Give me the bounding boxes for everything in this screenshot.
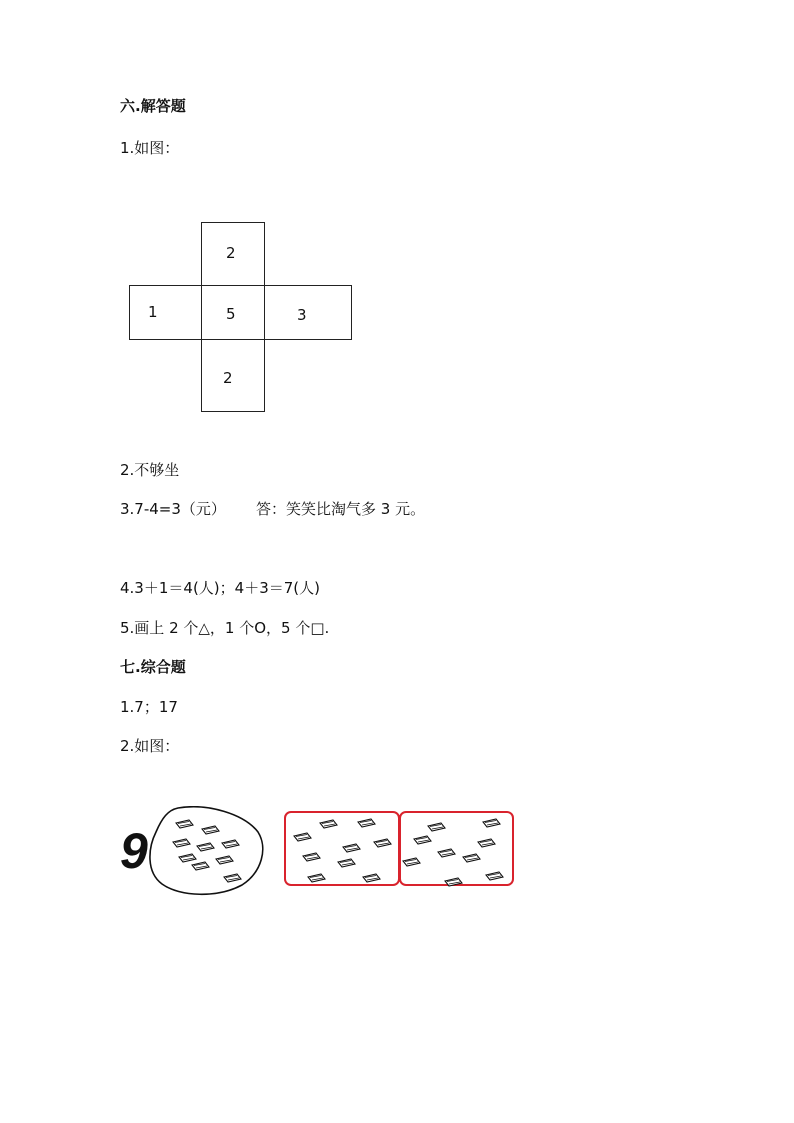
net-number-top: 2: [226, 244, 236, 262]
question-2-answer: 2.不够坐: [120, 461, 180, 479]
net-cell-bottom: [201, 339, 265, 412]
net-cell-right: [264, 285, 352, 340]
net-number-left: 1: [148, 303, 158, 321]
digit-nine: 9: [120, 823, 148, 879]
net-number-right: 3: [297, 306, 307, 324]
question-4-answer: 4.3＋1＝4(人)；4＋3＝7(人): [120, 579, 320, 597]
net-number-bottom: 2: [223, 369, 233, 387]
question-1-label: 1.如图：: [120, 139, 180, 157]
grouping-figure: [118, 806, 518, 902]
section-7-question-1-answer: 1.7；17: [120, 698, 178, 716]
grouping-figure-svg: [118, 806, 518, 898]
section-7-question-2-label: 2.如图：: [120, 737, 180, 755]
question-3-equation: 3.7-4=3（元）: [120, 500, 226, 518]
question-5-answer: 5.画上 2 个△，1 个O，5 个□.: [120, 619, 330, 637]
section-6-heading: 六.解答题: [120, 97, 186, 115]
net-number-center: 5: [226, 305, 236, 323]
boat-blob-outline: [150, 807, 263, 894]
question-3-answer: 答：笑笑比淘气多 3 元。: [256, 500, 426, 518]
section-7-heading: 七.综合题: [120, 658, 186, 676]
net-cell-left: [129, 285, 202, 340]
red-group-box-1: [285, 812, 399, 885]
